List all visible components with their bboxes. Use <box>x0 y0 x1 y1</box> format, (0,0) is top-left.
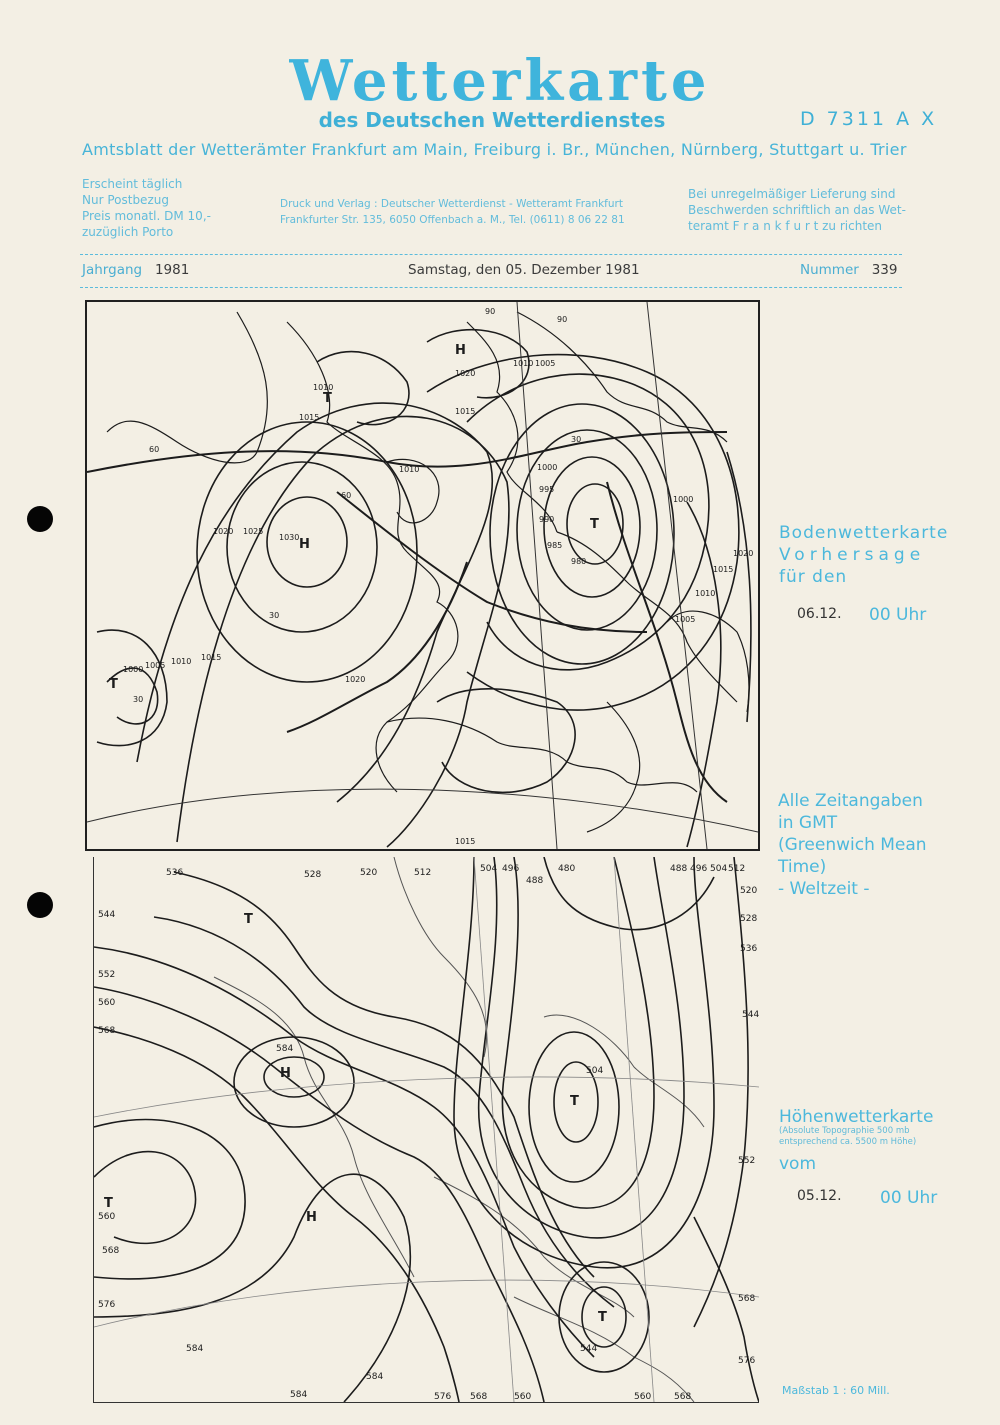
zeit-line: in GMT <box>778 813 838 833</box>
contour-label: 544 <box>98 910 116 920</box>
contour-label: 504 <box>586 1066 604 1076</box>
isobar-label: 1010 <box>513 359 534 368</box>
vorhersage-label: Vorhersage <box>779 545 926 565</box>
isobar-label: 985 <box>547 541 563 550</box>
contour-label: 568 <box>98 1026 116 1036</box>
hoehen-date: 05.12. <box>797 1188 842 1204</box>
low-pressure-marker: T <box>109 677 118 692</box>
isobar-label: 1005 <box>535 359 556 368</box>
contour-label: 584 <box>290 1390 308 1400</box>
jahrgang <box>82 262 189 278</box>
contour-label: 560 <box>98 1212 116 1222</box>
upper-air-map <box>93 857 759 1403</box>
contour <box>264 1057 324 1097</box>
fuer-den-label: für den <box>779 567 848 587</box>
contour-label: 536 <box>166 868 184 878</box>
isobar-label: 1015 <box>201 653 222 662</box>
low-marker: T <box>570 1094 579 1109</box>
isobar-label: 90 <box>485 307 496 316</box>
page-title: Wetterkarte <box>289 48 711 114</box>
header-rule-top <box>80 254 902 255</box>
contour-label: 560 <box>98 998 116 1008</box>
zeitangaben-block <box>778 790 927 900</box>
isobar-label: 30 <box>133 695 144 704</box>
contour-label: 568 <box>738 1294 756 1304</box>
contour-label: 576 <box>738 1356 756 1366</box>
contour-label: 544 <box>580 1344 598 1354</box>
contour-label: 512 <box>414 868 432 878</box>
zeit-line: - Weltzeit - <box>778 879 870 899</box>
contour-label: 576 <box>98 1300 116 1310</box>
isobar-label: 1015 <box>713 565 734 574</box>
hoehen-vom: vom <box>779 1154 817 1174</box>
bodenwetterkarte-block <box>779 522 948 588</box>
lieferung-line: Bei unregelmäßiger Lieferung sind <box>688 187 896 201</box>
high-pressure-marker: H <box>455 343 466 358</box>
low-marker: T <box>244 912 253 927</box>
low-marker: T <box>598 1310 607 1325</box>
isobar-label: 1000 <box>123 665 144 674</box>
contour-label: 568 <box>102 1246 120 1256</box>
isobar-label: 1010 <box>399 465 420 474</box>
contour-label: 584 <box>186 1344 204 1354</box>
contour-label: 496 <box>502 864 520 874</box>
contour-label: 504 <box>710 864 728 874</box>
isobar-label: 1005 <box>145 661 166 670</box>
contour <box>154 917 614 1307</box>
isobar <box>517 430 657 630</box>
erscheint-line: Erscheint täglich <box>82 177 183 191</box>
massstab: Maßstab 1 : 60 Mill. <box>782 1384 890 1397</box>
isobar-label: 995 <box>539 485 555 494</box>
contour-label: 568 <box>470 1392 488 1402</box>
isobar <box>467 374 709 670</box>
hoehenwetterkarte-subtitle <box>779 1126 916 1148</box>
lieferung-line: teramt F r a n k f u r t zu richten <box>688 219 883 233</box>
contour <box>94 1027 459 1402</box>
punch-hole-bottom <box>27 892 53 918</box>
contour-label: 520 <box>360 868 378 878</box>
jahrgang-label: Jahrgang <box>82 262 143 278</box>
druck-block <box>280 196 625 228</box>
contour-label: 488 <box>526 876 544 886</box>
issue-date: Samstag, den 05. Dezember 1981 <box>408 262 640 278</box>
jahrgang-value: 1981 <box>154 262 190 278</box>
high-marker: H <box>306 1210 317 1225</box>
publication-code: D 7311 A X <box>800 108 938 130</box>
punch-hole-top <box>27 506 53 532</box>
contours <box>94 857 759 1402</box>
zeit-line: Time) <box>778 857 827 877</box>
isobar-label: 1010 <box>313 383 334 392</box>
coastlines <box>107 312 749 832</box>
graticule <box>94 857 759 1402</box>
erscheint-line: Nur Postbezug <box>82 193 169 207</box>
contour-label: 536 <box>740 944 758 954</box>
zeit-line: (Greenwich Mean <box>778 835 927 855</box>
front-line <box>287 562 467 732</box>
isobar <box>97 630 167 746</box>
isobar-label: 60 <box>341 491 352 500</box>
low-pressure-marker: T <box>323 391 332 406</box>
lieferung-block <box>688 186 906 234</box>
hoehen-sub-line: (Absolute Topographie 500 mb <box>779 1126 910 1136</box>
contour-label: 488 <box>670 864 688 874</box>
isobar <box>437 689 575 793</box>
contour-label: 560 <box>634 1392 652 1402</box>
nummer <box>800 262 897 278</box>
isobar-label: 990 <box>539 515 555 524</box>
high-marker: H <box>280 1066 291 1081</box>
contour-label: 576 <box>434 1392 452 1402</box>
surface-map-svg <box>87 302 758 849</box>
isobar-label: 1010 <box>171 657 192 666</box>
boden-time: 00 Uhr <box>869 605 927 625</box>
isobar-label: 60 <box>149 445 160 454</box>
surface-weather-map <box>85 300 760 851</box>
isobar <box>687 502 721 847</box>
isobar-label: 980 <box>571 557 587 566</box>
contour-label: 480 <box>558 864 576 874</box>
isobar-label: 1010 <box>695 589 716 598</box>
erscheint-block <box>82 176 211 240</box>
bodenwetterkarte-title: Bodenwetterkarte <box>779 523 949 543</box>
nummer-label: Nummer <box>800 262 859 278</box>
contour-label: 560 <box>514 1392 532 1402</box>
isobar-label: 1000 <box>537 463 558 472</box>
isobar <box>177 416 509 847</box>
druck-line: Druck und Verlag : Deutscher Wetterdienst - Wetteramt Frankfurt <box>280 198 623 210</box>
amtsblatt-line: Amtsblatt der Wetterämter Frankfurt am Main, Freiburg i. Br., München, Nürnberg, Stuttgart u. Trier <box>82 140 907 159</box>
isobar-label: 1020 <box>455 369 476 378</box>
zeit-line: Alle Zeitangaben <box>778 791 923 811</box>
druck-line: Frankfurter Str. 135, 6050 Offenbach a. M., Tel. (0611) 8 06 22 81 <box>280 214 625 226</box>
isobar-label: 1005 <box>675 615 696 624</box>
page-subtitle: des Deutschen Wetterdienstes <box>318 108 666 132</box>
isobar-label: 1015 <box>299 413 320 422</box>
erscheint-line: zuzüglich Porto <box>82 225 174 239</box>
contour-label: 584 <box>366 1372 384 1382</box>
contour-label: 568 <box>674 1392 692 1402</box>
contour-label: 528 <box>304 870 322 880</box>
isobar-label: 1020 <box>733 549 754 558</box>
isobar-label: 1030 <box>279 533 300 542</box>
isobar-label: 30 <box>269 611 280 620</box>
isobar-label: 1015 <box>455 837 476 846</box>
upper-map-svg <box>94 857 759 1402</box>
isobar-label: 1000 <box>673 495 694 504</box>
isobar-label: 90 <box>557 315 568 324</box>
hoehen-sub-line: entsprechend ca. 5500 m Höhe) <box>779 1137 917 1147</box>
low-pressure-marker: T <box>590 517 599 532</box>
isobar-label: 1020 <box>345 675 366 684</box>
contour-label: 520 <box>740 886 758 896</box>
isobar-label: 1020 <box>213 527 234 536</box>
contour-label: 512 <box>728 864 746 874</box>
nummer-value: 339 <box>871 262 898 278</box>
contour-label: 552 <box>98 970 116 980</box>
front-line <box>607 482 727 802</box>
hoehenwetterkarte-title: Höhenwetterkarte <box>779 1107 934 1127</box>
contour <box>694 857 748 1327</box>
high-pressure-marker: H <box>299 537 310 552</box>
lieferung-line: Beschwerden schriftlich an das Wet- <box>688 203 906 217</box>
erscheint-line: Preis monatl. DM 10,- <box>82 209 211 223</box>
isobars <box>97 330 754 847</box>
low-marker: T <box>104 1196 113 1211</box>
contour-label: 496 <box>690 864 708 874</box>
contour-label: 552 <box>738 1156 756 1166</box>
contour-label: 504 <box>480 864 498 874</box>
hoehen-time: 00 Uhr <box>880 1188 938 1208</box>
contour <box>94 1174 410 1402</box>
contour-label: 528 <box>740 914 758 924</box>
contour-label: 584 <box>276 1044 294 1054</box>
boden-date: 06.12. <box>797 606 842 622</box>
isobar-label: 30 <box>571 435 582 444</box>
contour-label: 544 <box>742 1010 759 1020</box>
header-rule-bottom <box>80 287 902 288</box>
isobar-label: 1025 <box>243 527 264 536</box>
isobar <box>727 452 754 722</box>
isobar-label: 1015 <box>455 407 476 416</box>
